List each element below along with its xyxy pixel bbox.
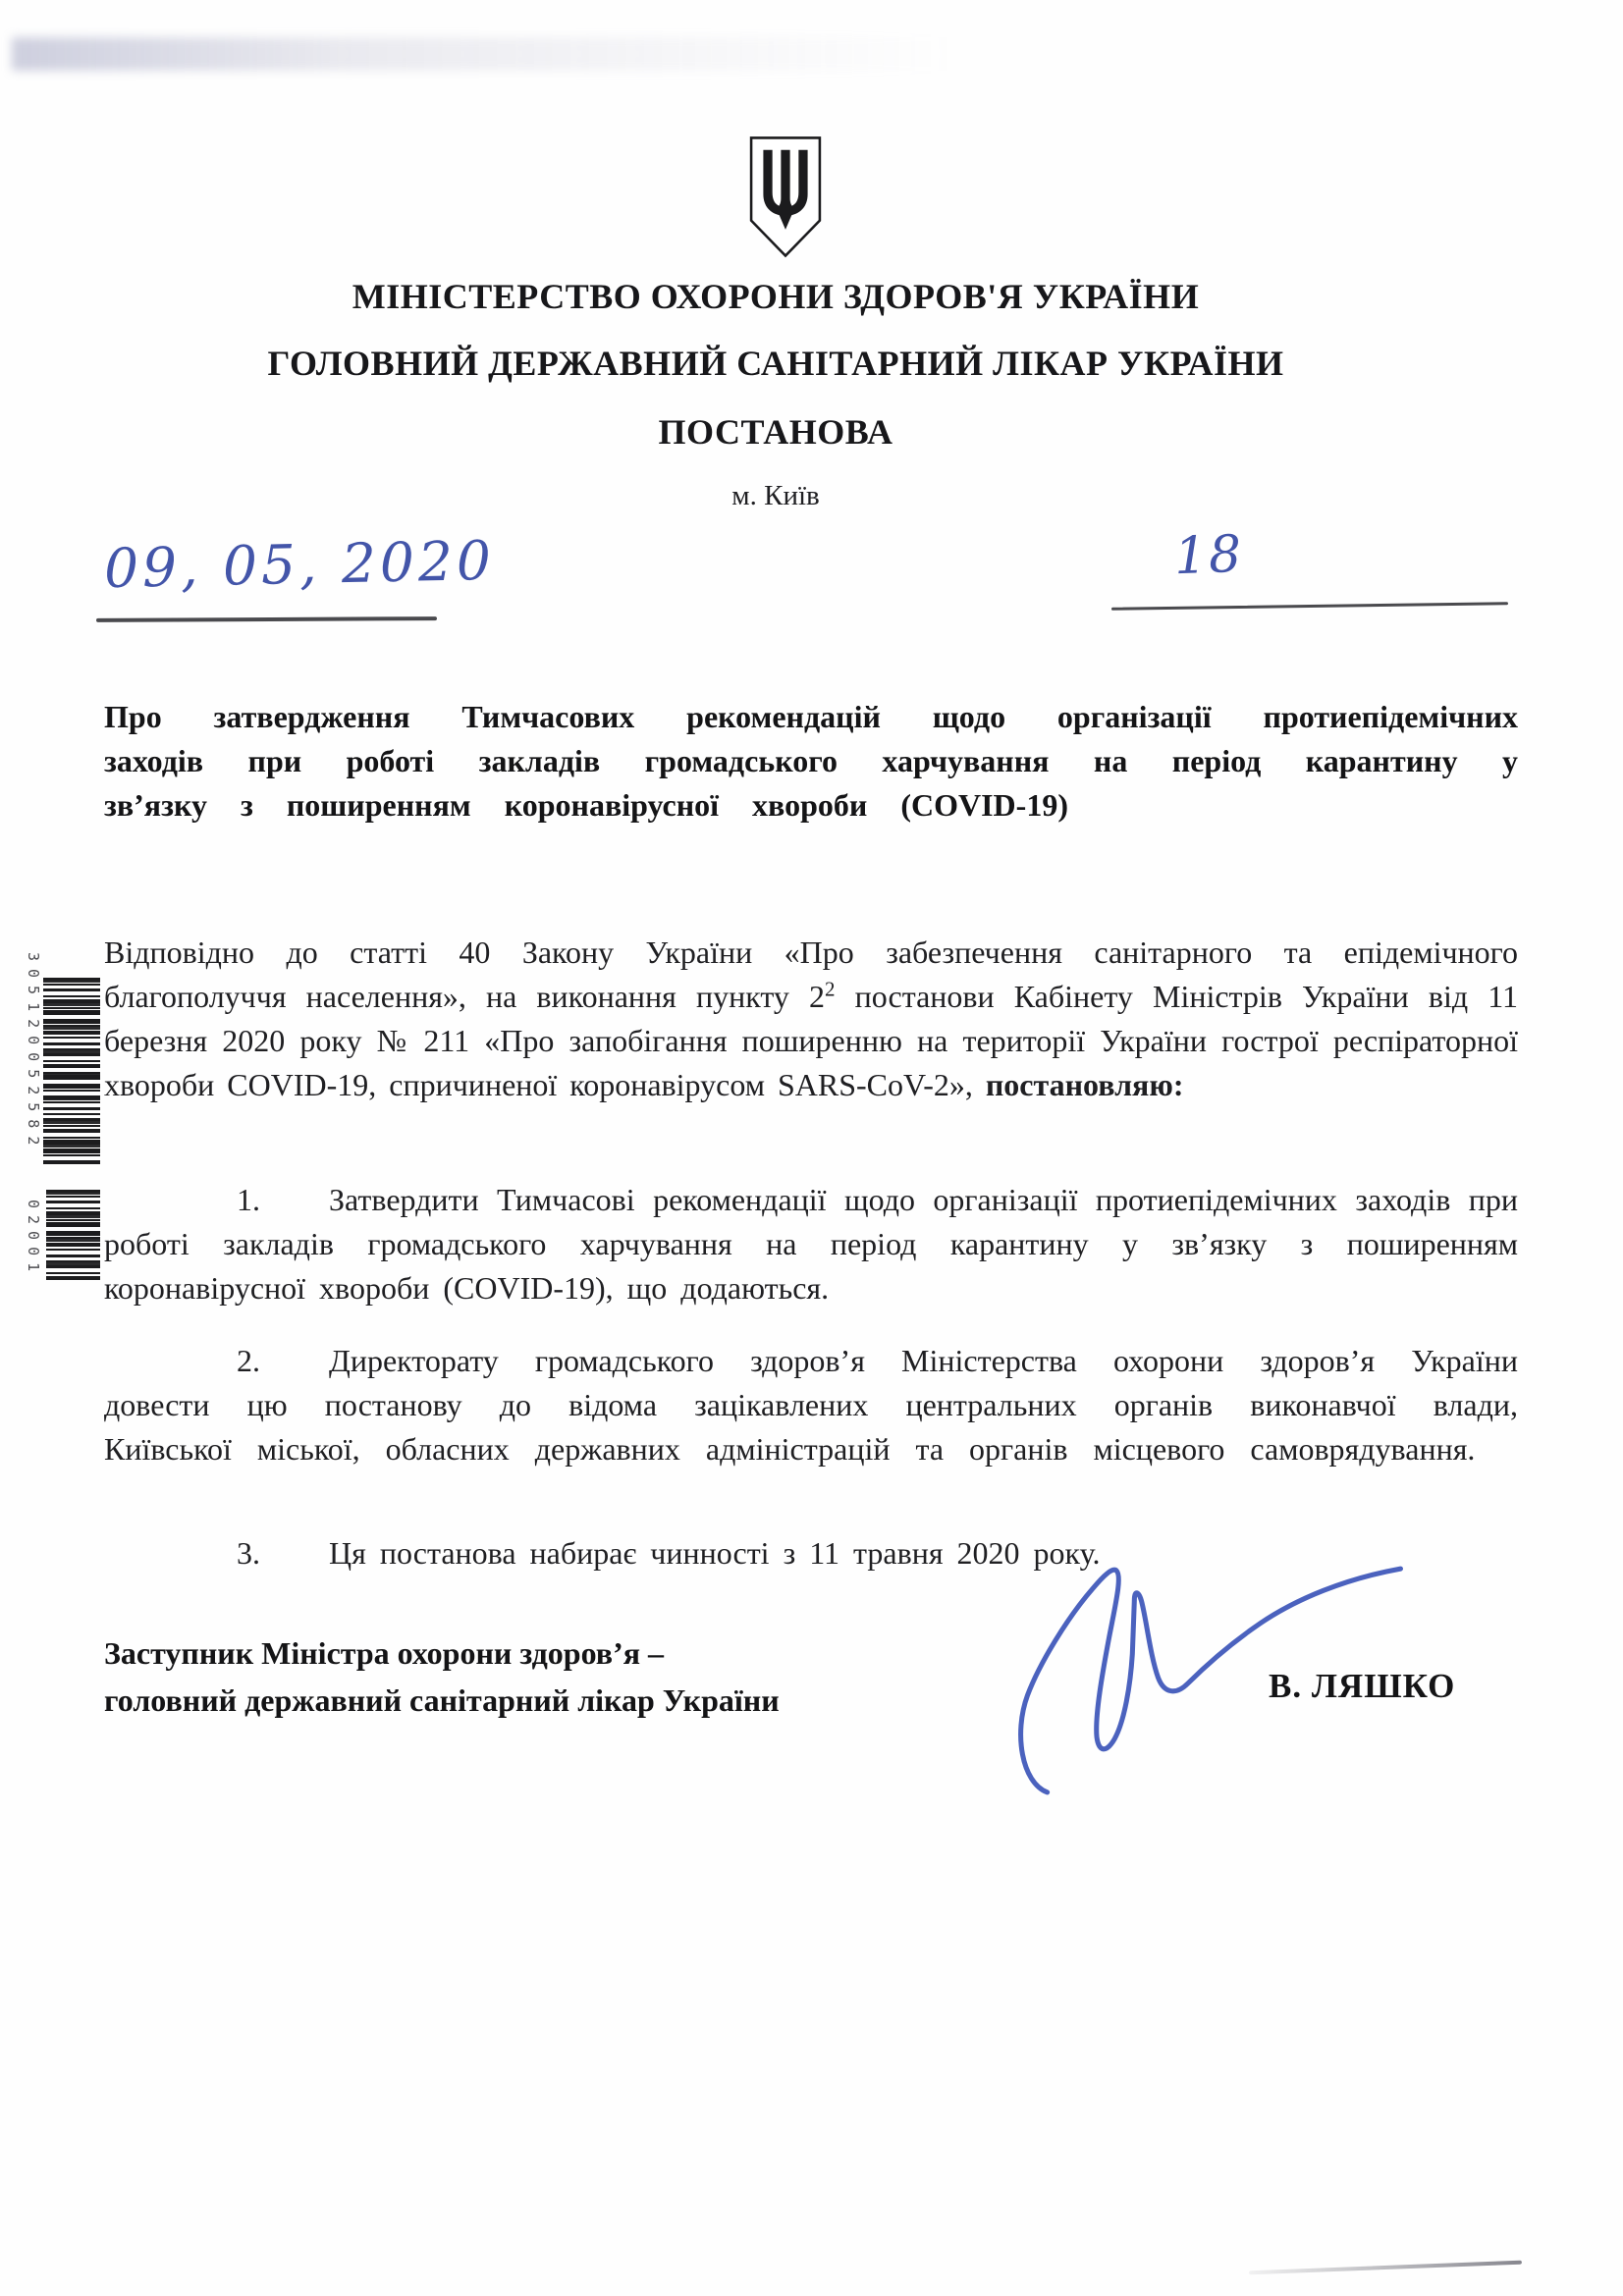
barcode-primary-digits: 305120052582 [25, 952, 42, 1153]
handwritten-doc-number: 18 [1172, 524, 1245, 587]
item-number: 3. [237, 1535, 260, 1571]
preamble-text: Відповідно до статті 40 Закону України «Про забезпечення санітарного та епідемічного благополуччя населення», на виконання пункту 2 [104, 934, 1518, 1014]
preamble-resolve-word: постановляю: [985, 1067, 1184, 1102]
item-number: 1. [237, 1182, 260, 1217]
scan-smudge-artifact-top [12, 37, 954, 71]
city-line: м. Київ [731, 480, 820, 511]
preamble-text-continued: постанови Кабінету Міністрів України від 11 березня 2020 року № 211 «Про запобігання поширенню на території України гострої респіраторної хвороби COVID-19, спричиненої коронавірусом SARS-CoV-2», [104, 979, 1519, 1102]
barcode-secondary [46, 1190, 100, 1284]
item-number: 2. [237, 1343, 260, 1378]
barcode-primary [43, 978, 100, 1164]
doc-type-title: ПОСТАНОВА [658, 412, 893, 452]
signatory-name: В. ЛЯШКО [1269, 1667, 1456, 1705]
resolution-item-2 [104, 1339, 1518, 1471]
scan-line-artifact-bottom [1249, 2261, 1522, 2275]
ministry-name: МІНІСТЕРСТВО ОХОРОНИ ЗДОРОВ'Я УКРАЇНИ [352, 277, 1200, 316]
date-underline [96, 616, 437, 622]
item-text: Затвердити Тимчасові рекомендації щодо організації протиепідемічних заходів при роботі закладів громадського харчування на період карантину у зв’язку з поширенням коронавірусної хвороби (COVID-19), що додаються. [104, 1182, 1518, 1306]
signatory-title [104, 1629, 988, 1724]
preamble-paragraph [104, 931, 1518, 1107]
superscript-index: 2 [824, 977, 836, 1001]
item-text: Ця постанова набирає чинності з 11 травня 2020 року. [329, 1535, 1101, 1571]
item-text: Директорату громадського здоров’я Міністерства охорони здоров’я України довести цю постанову до відома зацікавлених центральних органів виконавчої влади, Київської міської, обласних державних адміністрацій та органів місцевого самоврядування. [104, 1343, 1518, 1467]
barcode-secondary-digits: 02001 [25, 1200, 42, 1279]
resolution-item-1 [104, 1178, 1518, 1310]
signatory-title-line2: головний державний санітарний лікар України [104, 1682, 780, 1718]
handwritten-date: 09, 05, 2020 [103, 528, 496, 601]
subject-paragraph: Про затвердження Тимчасових рекомендацій щодо організації протиепідемічних заходів при роботі закладів громадського харчування на період карантину у зв’язку з поширенням коронавірусної хвороби (COVID-19) [104, 699, 1518, 823]
authority-name: ГОЛОВНИЙ ДЕРЖАВНИЙ САНІТАРНИЙ ЛІКАР УКРАЇНИ [267, 344, 1284, 383]
signatory-title-line1: Заступник Міністра охорони здоров’я – [104, 1635, 665, 1671]
number-underline [1111, 602, 1508, 611]
ukraine-trident-emblem-icon [748, 135, 823, 259]
